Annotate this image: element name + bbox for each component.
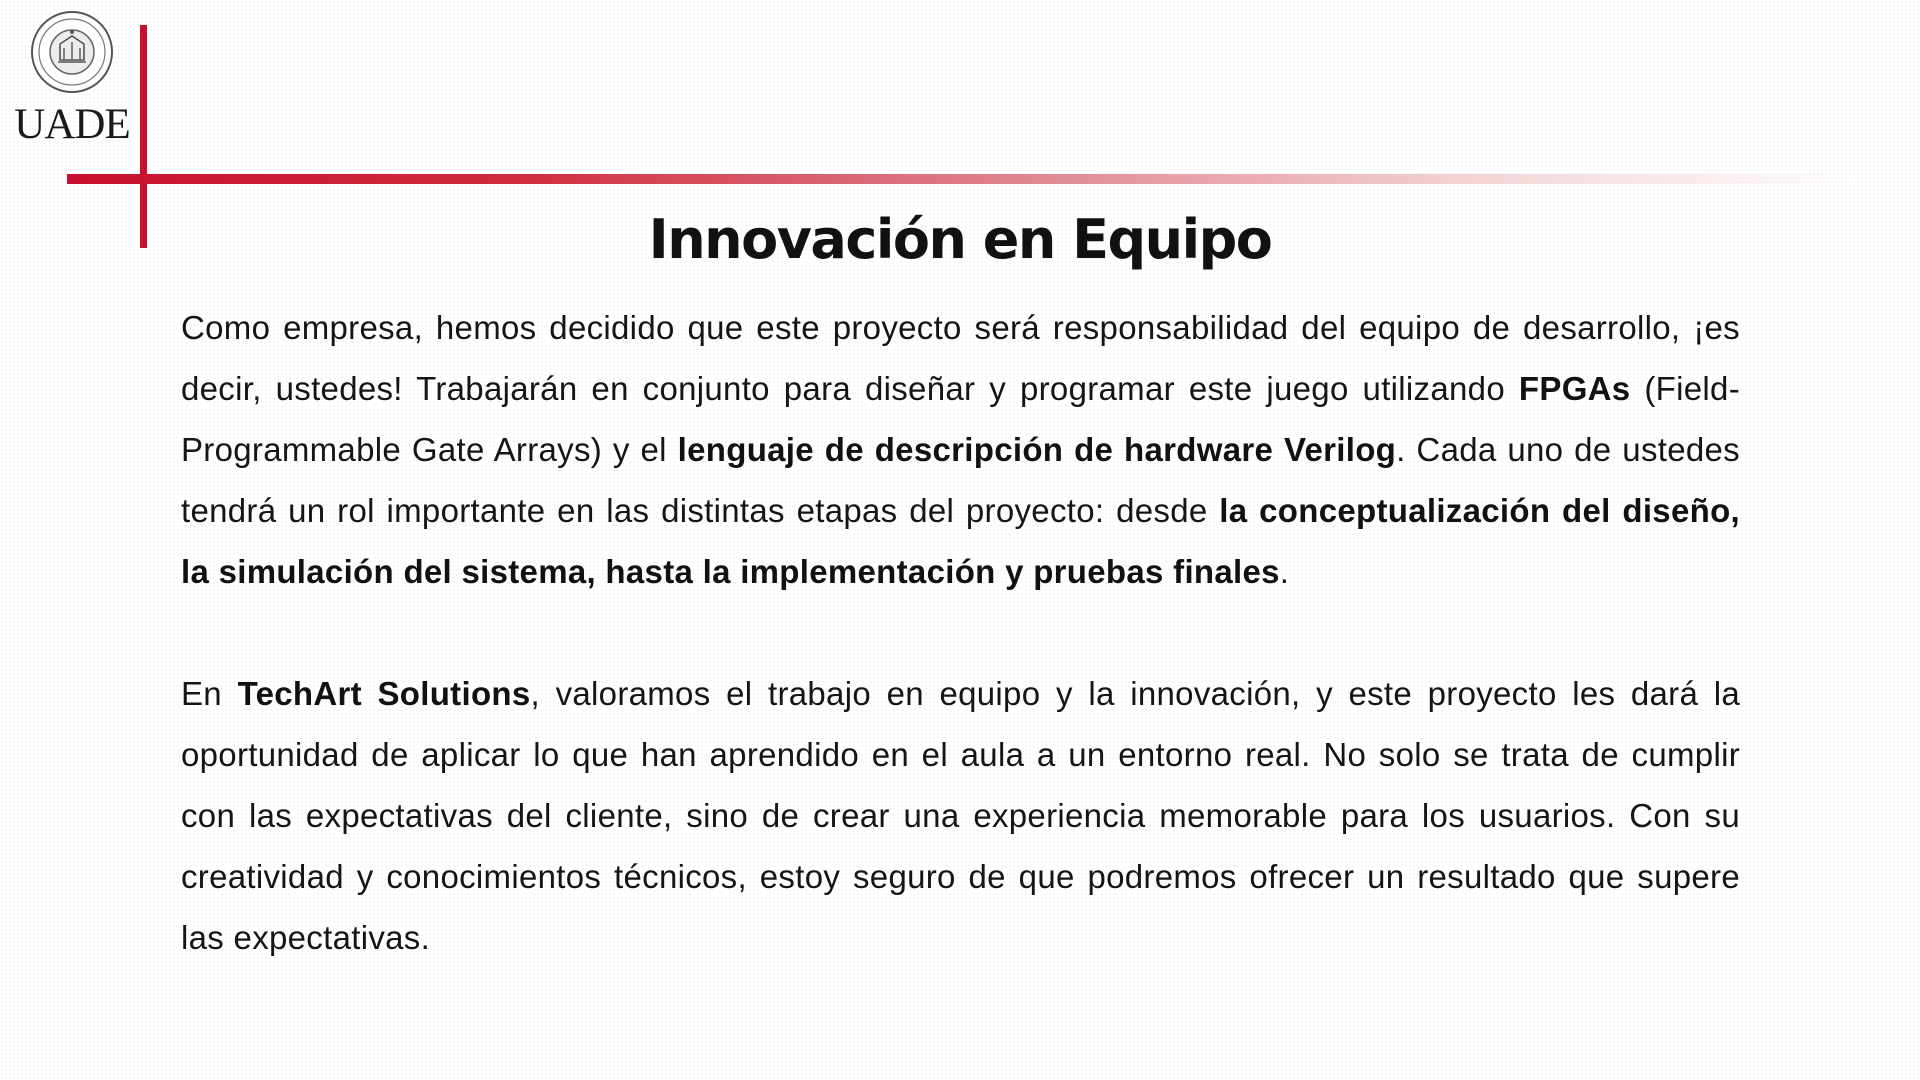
p1-text-3: . Cada uno de ustedes tendrá un rol importante en las distintas etapas del proyecto: desde xyxy=(181,431,1740,529)
paragraph-1 xyxy=(181,297,1740,602)
slide-body xyxy=(181,297,1740,968)
uade-logo xyxy=(10,6,130,146)
p1-bold-stages: la conceptualización del diseño, la simulación del sistema, hasta la implementación y pruebas finales xyxy=(181,492,1740,590)
p1-text-2: (Field-Programmable Gate Arrays) y el xyxy=(181,370,1741,468)
p1-text-4: . xyxy=(1279,553,1290,590)
p2-bold-company: TechArt Solutions xyxy=(237,675,531,712)
p1-text-1: Como empresa, hemos decidido que este proyecto será responsabilidad del equipo de desarrollo, ¡es decir, ustedes! Trabajarán en conjunto para diseñar y programar este juego utilizando xyxy=(181,309,1740,407)
university-seal-icon xyxy=(30,10,114,94)
logo-text: UADE xyxy=(14,101,130,148)
p1-bold-fpgas: FPGAs xyxy=(1518,370,1631,407)
p2-text-2: , valoramos el trabajo en equipo y la innovación, y este proyecto les dará la oportunidad de aplicar lo que han aprendido en el aula a un entorno real. No solo se trata de cumplir con las expectativas del cliente, sino de crear una experiencia memorable para los usuarios. Con su creatividad y conocimientos técnicos, estoy seguro de que podremos ofrecer un resultado que supere las expectativas. xyxy=(181,675,1740,956)
p1-bold-verilog: lenguaje de descripción de hardware Verilog xyxy=(677,431,1397,468)
red-horizontal-line xyxy=(67,174,1857,184)
paragraph-2 xyxy=(181,663,1740,968)
p2-text-1: En xyxy=(181,675,238,712)
slide-title: Innovación en Equipo xyxy=(648,208,1272,271)
